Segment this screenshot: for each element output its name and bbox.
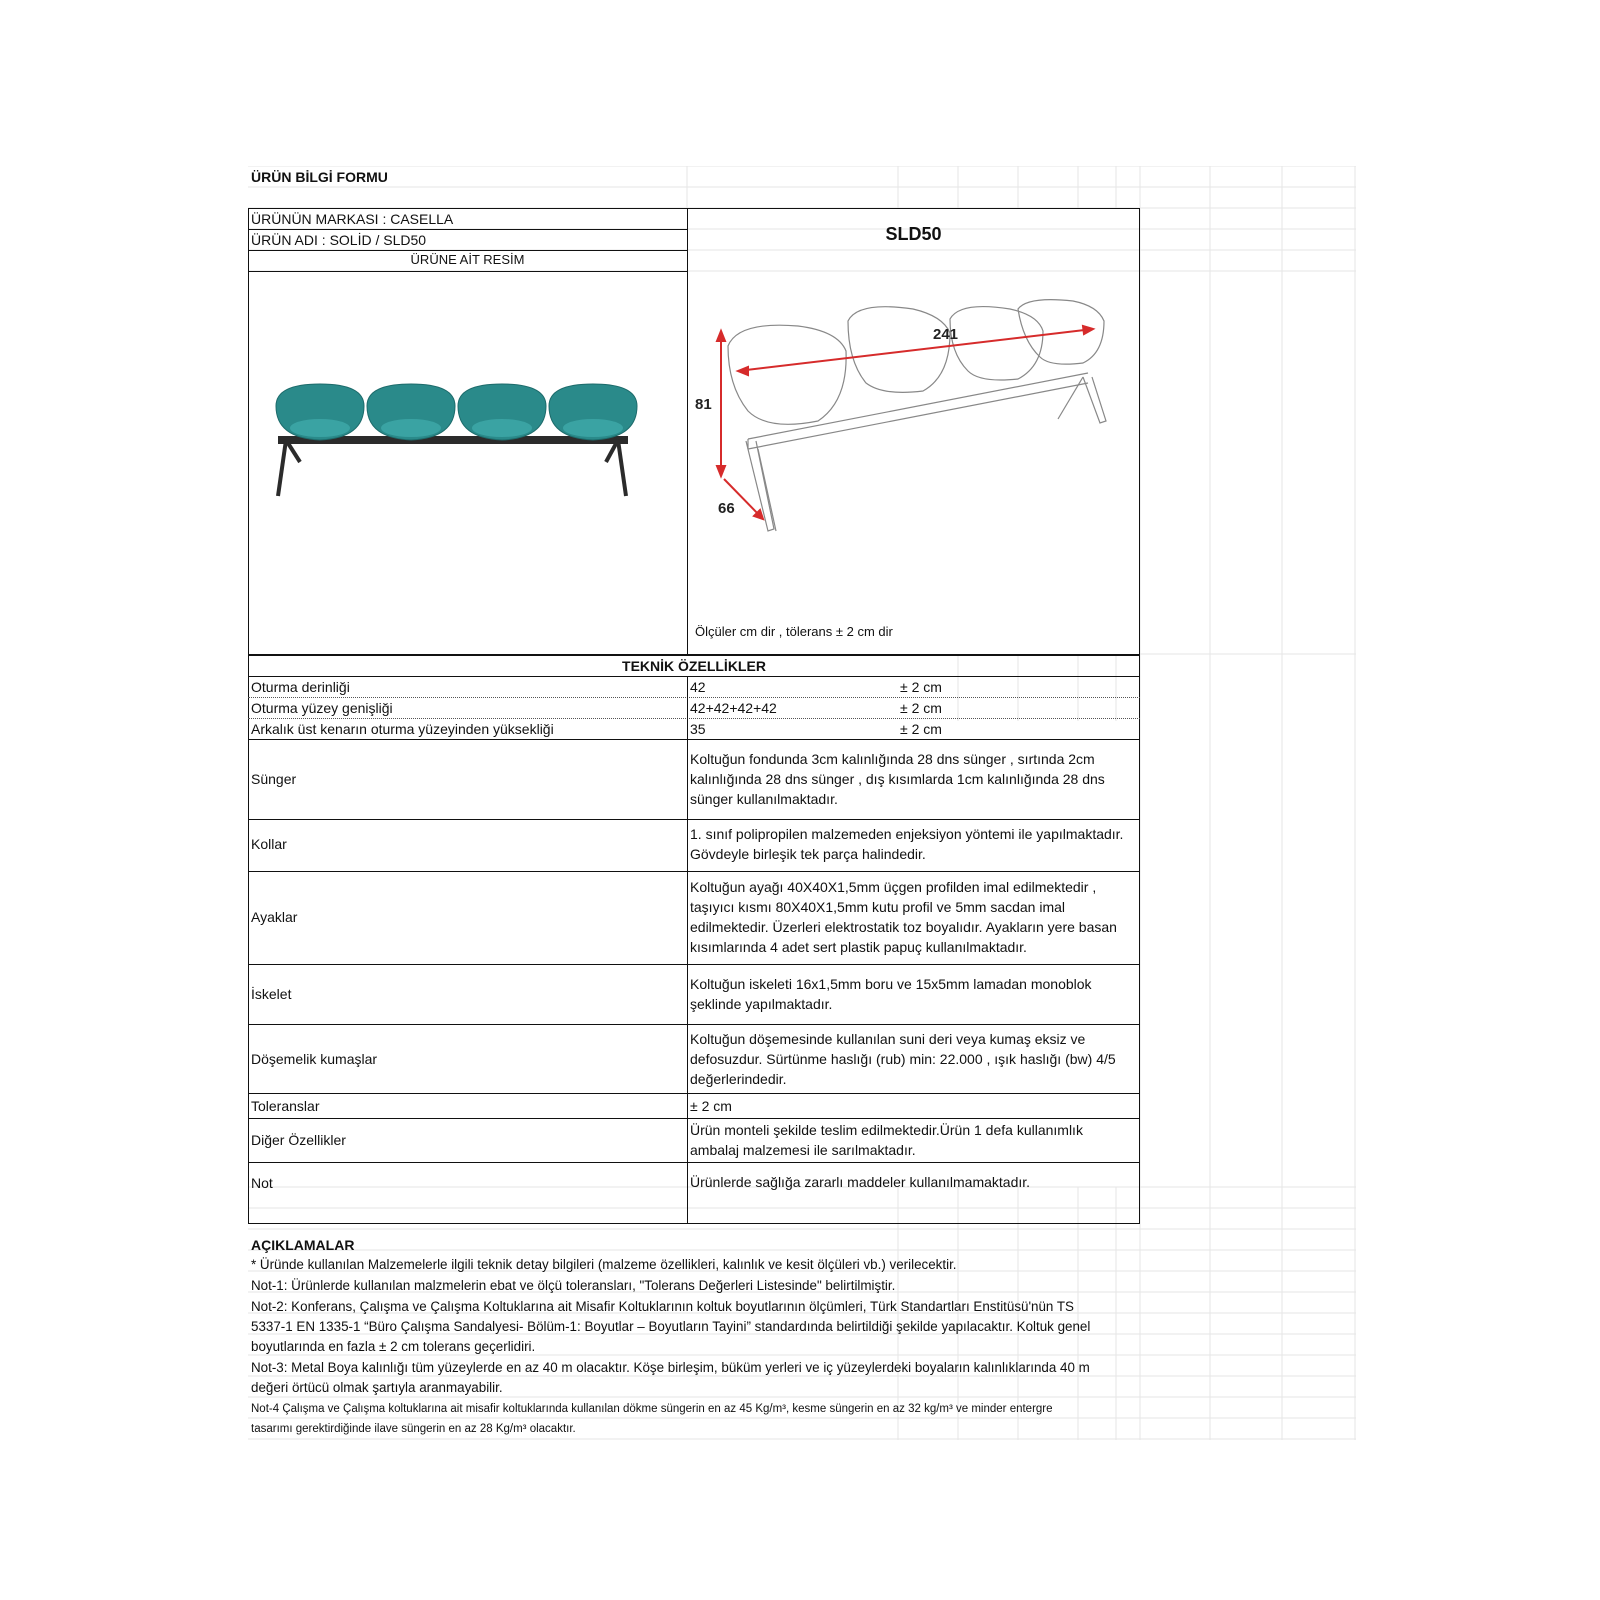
brand-label: ÜRÜNÜN MARKASI : CASELLA <box>251 211 454 227</box>
detail-label: Kollar <box>251 836 287 852</box>
spec-value: 42+42+42+42 <box>690 700 777 716</box>
product-name: ÜRÜN ADI : SOLİD / SLD50 <box>251 232 427 248</box>
detail-text: 1. sınıf polipropilen malzemeden enjeksiyon yöntemi ile yapılmaktadır. Gövdeyle birleşik tek parça halindedir. <box>690 826 1124 862</box>
image-label: ÜRÜNE AİT RESİM <box>410 252 525 267</box>
detail-label: Diğer Özellikler <box>251 1132 346 1148</box>
note-line: Not-2: Konferans, Çalışma ve Çalışma Koltuklarına ait Misafir Koltuklarının koltuk boyutlarının ölçümleri, Türk Standartları Enstitüsü'nün TS <box>251 1299 1074 1314</box>
note-line: * Üründe kullanılan Malzemelerle ilgili teknik detay bilgileri (malzeme özellikleri, kalınlık ve kesit ölçüleri vb.) verilecektir. <box>251 1257 957 1272</box>
spec-header: TEKNİK ÖZELLİKLER <box>622 658 766 674</box>
spec-value: 42 <box>690 679 706 695</box>
detail-label: Toleranslar <box>251 1098 320 1114</box>
detail-label: Not <box>251 1175 273 1191</box>
notes-list <box>251 1255 1131 1439</box>
depth-dimension: 66 <box>718 500 735 517</box>
note-line: boyutlarında en fazla ± 2 cm tolerans geçerlidiri. <box>251 1339 536 1354</box>
note-line: tasarımı gerektirdiğinde ilave süngerin en az 28 Kg/m³ olacaktır. <box>251 1423 576 1435</box>
detail-text: Koltuğun döşemesinde kullanılan suni deri veya kumaş eksiz ve defosuzdur. Sürtünme haslığı (rub) min: 22.000 , ışık haslığı (bw) 4/5 değerlerindedir. <box>690 1031 1116 1087</box>
note-line: Not-1: Ürünlerde kullanılan malzmelerin ebat ve ölçü toleransları, "Tolerans Değerleri Listesinde" belirtilmiştir. <box>251 1278 896 1293</box>
detail-text: Ürünlerde sağlığa zararlı maddeler kullanılmamaktadır. <box>690 1174 1031 1190</box>
width-dimension: 241 <box>933 326 959 343</box>
detail-text: Koltuğun fondunda 3cm kalınlığında 28 dns sünger , sırtında 2cm kalınlığında 28 dns sünger , dış kısımlarda 1cm kalınlığında 28 dns sünger kullanılmaktadır. <box>690 751 1105 807</box>
detail-text: ± 2 cm <box>690 1098 732 1114</box>
detail-text: Koltuğun iskeleti 16x1,5mm boru ve 15x5mm lamadan monoblok şeklinde yapılmaktadır. <box>690 976 1092 1012</box>
height-dimension: 81 <box>695 396 712 413</box>
detail-label: Döşemelik kumaşlar <box>251 1051 378 1067</box>
detail-label: İskelet <box>251 986 292 1002</box>
detail-text: Koltuğun ayağı 40X40X1,5mm üçgen profilden imal edilmektedir , taşıyıcı kısmı 80X40X1,5mm kutu profil ve 5mm sacdan imal edilmektedir. Üzerleri elektrostatik toz boyalıdır. Ayakların yere basan kısımlarında 4 adet sert plastik papuç kullanılmaktadır. <box>690 879 1117 955</box>
form-title: ÜRÜN BİLGİ FORMU <box>251 169 388 185</box>
spec-label: Oturma derinliği <box>251 679 350 695</box>
note-line: Not-4 Çalışma ve Çalışma koltuklarına ait misafir koltuklarında kullanılan dökme süngerin en az 45 Kg/m³, kesme süngerin en az 32 kg/m³ ve minder entergre <box>251 1403 1053 1415</box>
spec-label: Oturma yüzey genişliği <box>251 700 393 716</box>
product-photo <box>268 378 648 508</box>
spec-tolerance: ± 2 cm <box>900 700 942 716</box>
spec-value: 35 <box>690 721 706 737</box>
measure-note: Ölçüler cm dir , tölerans ± 2 cm dir <box>695 624 893 639</box>
detail-label: Sünger <box>251 771 297 787</box>
detail-label: Ayaklar <box>251 909 298 925</box>
spec-tolerance: ± 2 cm <box>900 679 942 695</box>
note-line: Not-3: Metal Boya kalınlığı tüm yüzeylerde en az 40 m olacaktır. Köşe birleşim, büküm yerleri ve iç yüzeylerdeki boyaların kalınlıklarında 40 m <box>251 1360 1090 1375</box>
spec-label: Arkalık üst kenarın oturma yüzeyinden yüksekliği <box>251 721 554 737</box>
note-line: 5337-1 EN 1335-1 “Büro Çalışma Sandalyesi- Bölüm-1: Boyutlar – Boyutların Tayini” standardında belirtildiği şekilde yapılacaktır. Koltuk genel <box>251 1319 1091 1334</box>
spec-tolerance: ± 2 cm <box>900 721 942 737</box>
detail-text: Ürün monteli şekilde teslim edilmektedir.Ürün 1 defa kullanımlık ambalaj malzemesi ile sarılmaktadır. <box>690 1122 1083 1158</box>
technical-drawing <box>688 291 1138 546</box>
note-line: değeri örtücü olmak şartıyla aranmayabilir. <box>251 1380 503 1395</box>
notes-title: AÇIKLAMALAR <box>251 1237 355 1253</box>
model-code: SLD50 <box>885 224 942 244</box>
